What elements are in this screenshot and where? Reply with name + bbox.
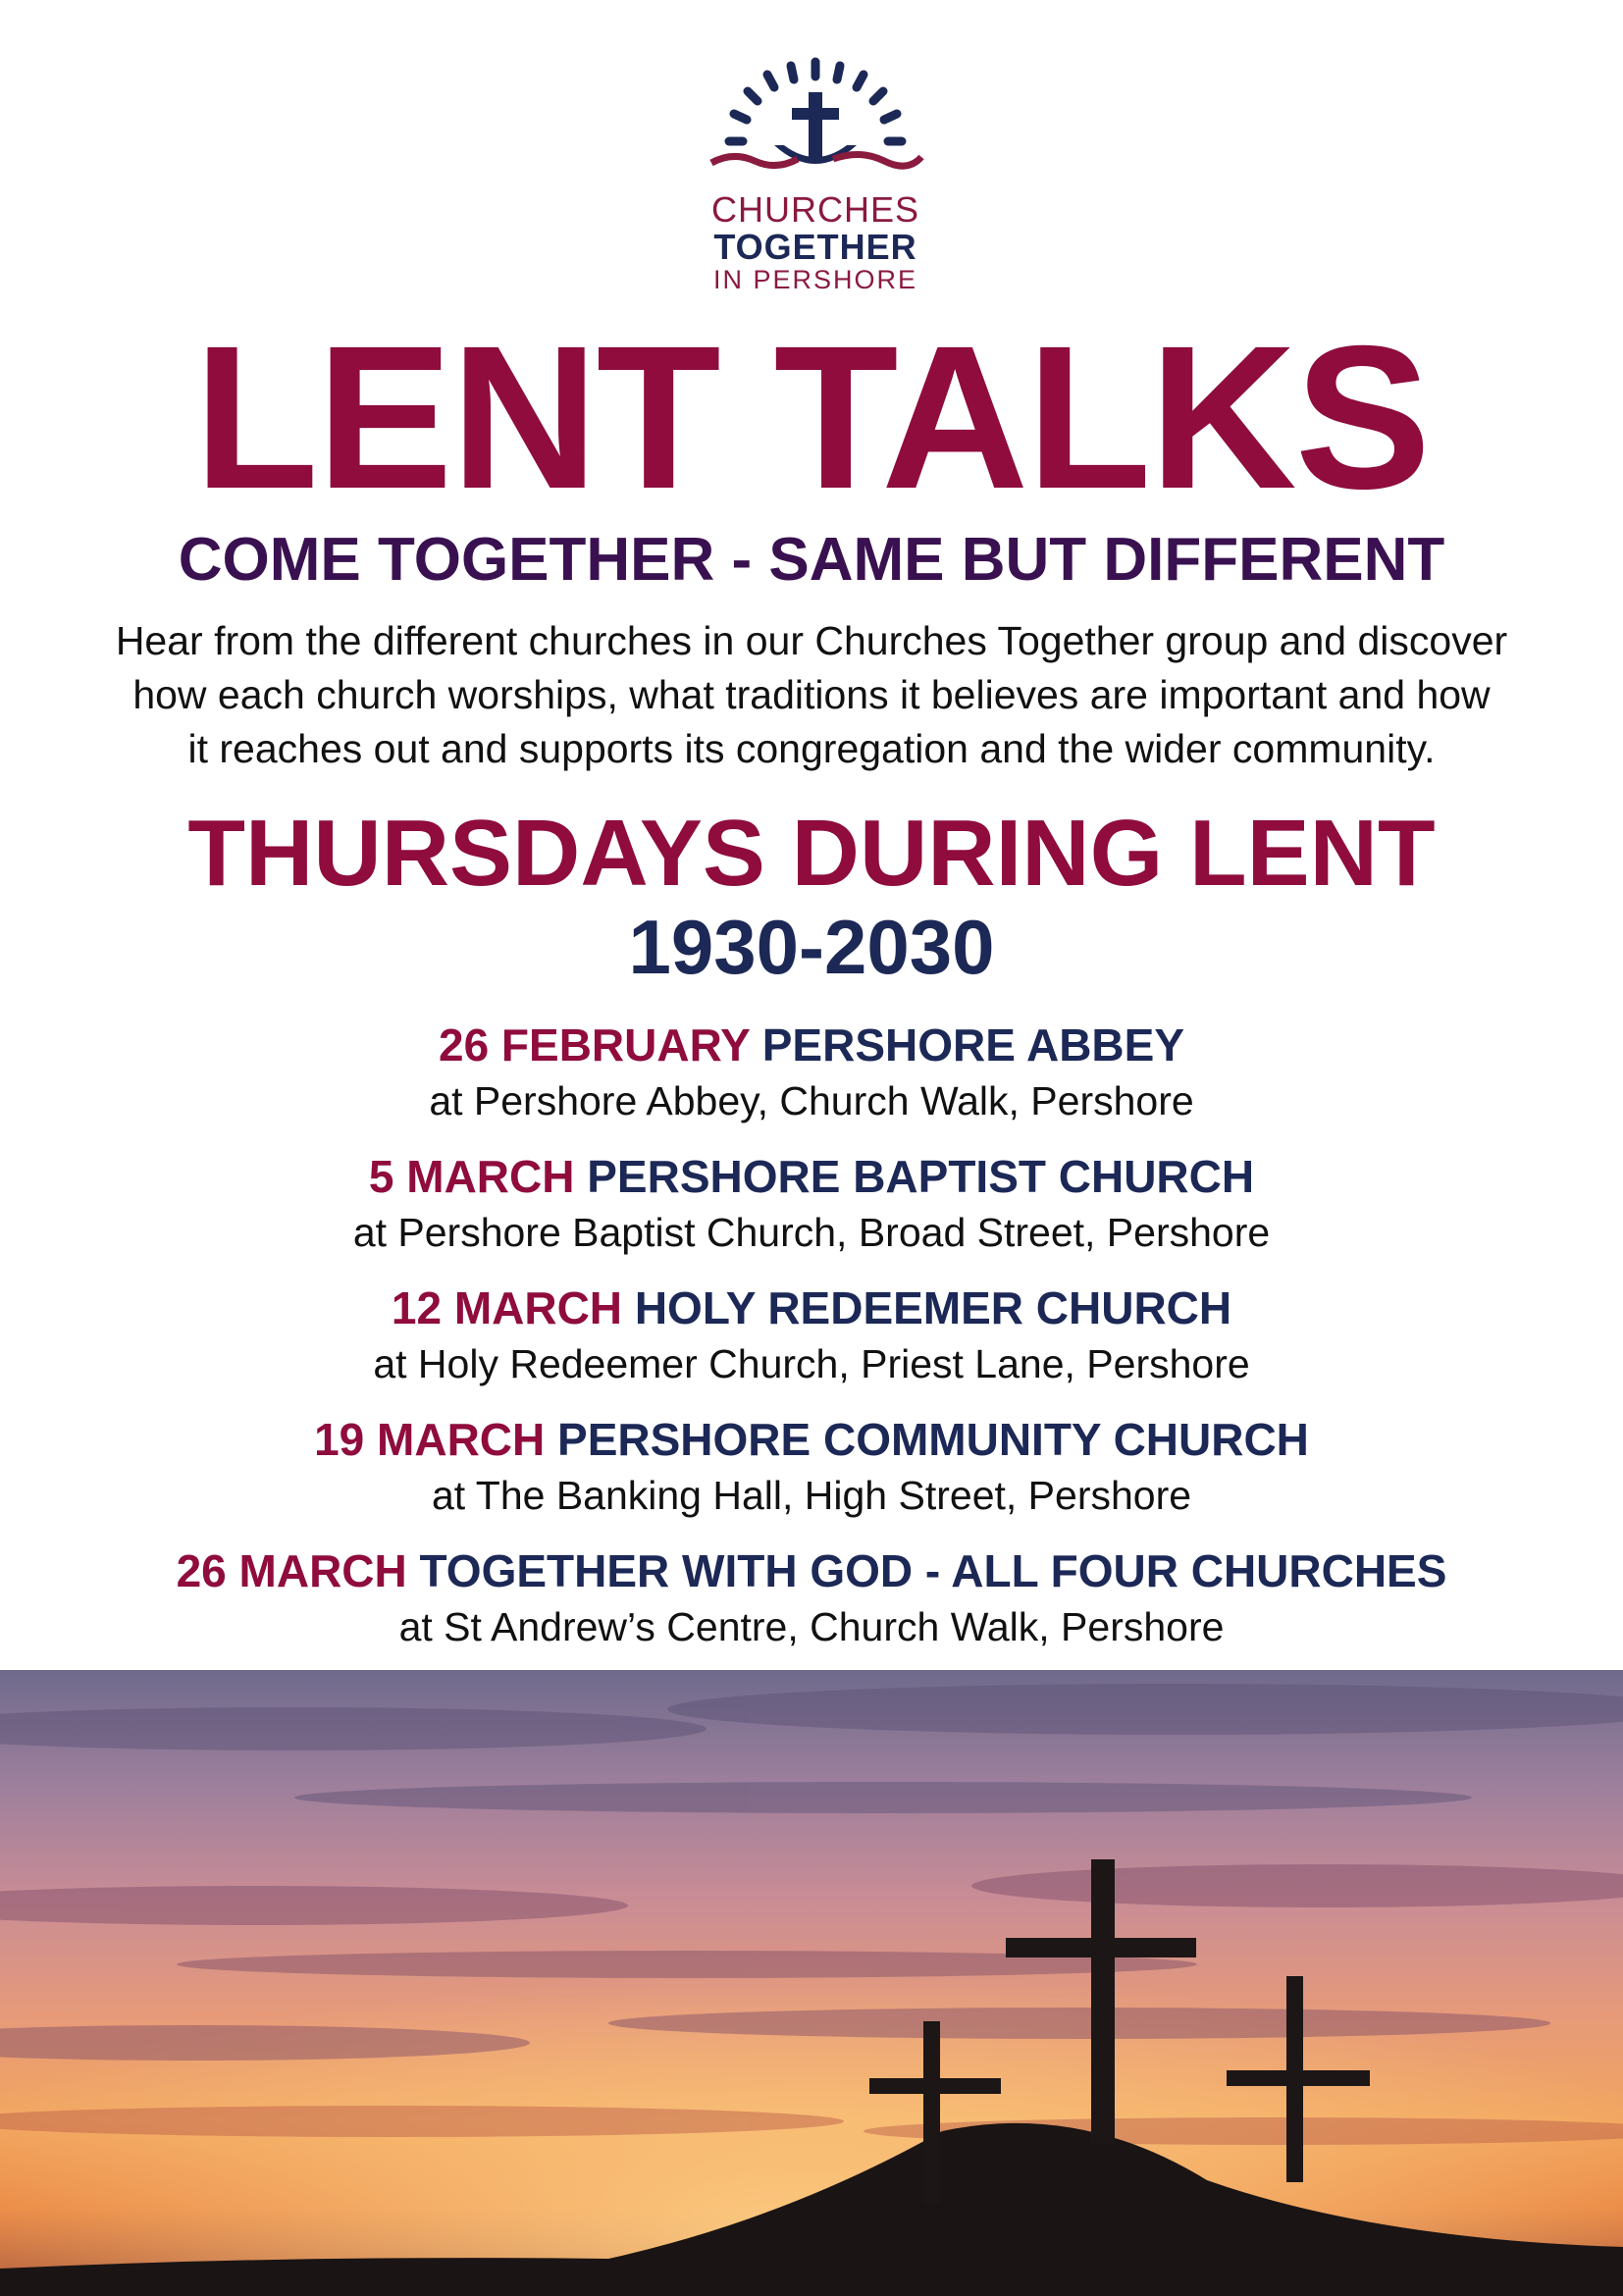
intro-line: Hear from the different churches in our Churches Together group and discover [115, 618, 1508, 663]
schedule-heading: THURSDAYS DURING LENT [187, 801, 1436, 906]
time-range: 1930-2030 [628, 904, 995, 990]
logo-line-churches: CHURCHES [710, 189, 919, 230]
logo-line-together: TOGETHER [713, 227, 917, 267]
event-date: 26 FEBRUARY [438, 1019, 750, 1070]
event-item [0, 1542, 1623, 1674]
poster-title: LENT TALKS [193, 304, 1430, 532]
anchor-cross-logo-icon [704, 47, 927, 194]
event-name: PERSHORE COMMUNITY CHURCH [557, 1414, 1309, 1465]
logo-line-in-pershore: IN PERSHORE [712, 265, 918, 294]
intro-line: how each church worships, what traditions it believes are important and how [132, 672, 1491, 717]
event-date: 5 MARCH [368, 1151, 575, 1202]
event-item [0, 1148, 1623, 1279]
event-item [0, 1017, 1623, 1148]
event-date: 12 MARCH [391, 1282, 623, 1333]
event-name: PERSHORE BAPTIST CHURCH [587, 1151, 1255, 1202]
event-venue: at Holy Redeemer Church, Priest Lane, Pershore [373, 1341, 1250, 1386]
event-list [0, 1017, 1623, 1674]
event-venue: at St Andrew’s Centre, Church Walk, Pershore [398, 1604, 1225, 1649]
intro-paragraph [0, 614, 1623, 776]
three-crosses-sunset-image [0, 1670, 1623, 2296]
event-item [0, 1279, 1623, 1411]
event-name: TOGETHER WITH GOD - ALL FOUR CHURCHES [419, 1545, 1447, 1596]
event-date: 19 MARCH [314, 1414, 546, 1465]
intro-line: it reaches out and supports its congregation and the wider community. [187, 726, 1436, 771]
event-name: PERSHORE ABBEY [761, 1019, 1184, 1070]
event-venue: at Pershore Baptist Church, Broad Street, Pershore [352, 1210, 1271, 1255]
event-date: 26 MARCH [176, 1545, 407, 1596]
poster-subtitle: COME TOGETHER - SAME BUT DIFFERENT [178, 526, 1445, 594]
event-item [0, 1411, 1623, 1542]
event-venue: at Pershore Abbey, Church Walk, Pershore [429, 1078, 1194, 1123]
churches-together-logo [704, 47, 927, 294]
event-venue: at The Banking Hall, High Street, Pershore [431, 1473, 1192, 1518]
event-name: HOLY REDEEMER CHURCH [634, 1282, 1232, 1333]
